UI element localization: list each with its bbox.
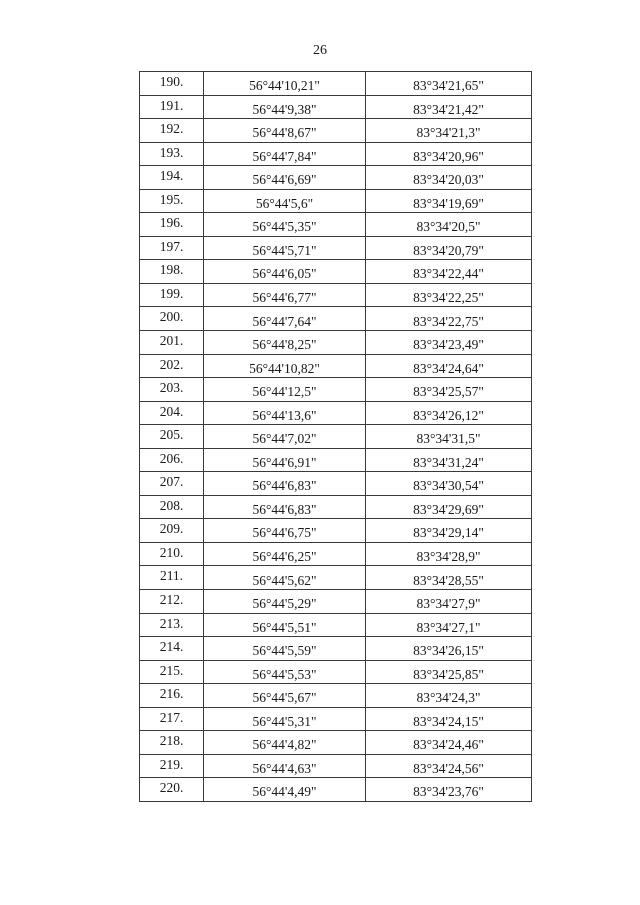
latitude-cell: 56°44'6,25" [204, 542, 366, 566]
table-row [140, 707, 532, 731]
point-number-cell: 213. [140, 613, 204, 637]
longitude-cell: 83°34'28,55" [366, 566, 532, 590]
table-row [140, 378, 532, 402]
latitude-cell: 56°44'10,21" [204, 72, 366, 96]
table-row [140, 542, 532, 566]
longitude-cell: 83°34'20,5" [366, 213, 532, 237]
longitude-cell: 83°34'20,79" [366, 236, 532, 260]
latitude-cell: 56°44'5,71" [204, 236, 366, 260]
latitude-cell: 56°44'4,49" [204, 778, 366, 802]
point-number-cell: 191. [140, 95, 204, 119]
point-number-cell: 199. [140, 283, 204, 307]
table-row [140, 72, 532, 96]
coordinates-table-body [140, 72, 532, 802]
latitude-cell: 56°44'9,38" [204, 95, 366, 119]
latitude-cell: 56°44'6,91" [204, 448, 366, 472]
point-number-cell: 216. [140, 684, 204, 708]
table-row [140, 260, 532, 284]
latitude-cell: 56°44'8,25" [204, 331, 366, 355]
longitude-cell: 83°34'31,24" [366, 448, 532, 472]
table-row [140, 283, 532, 307]
point-number-cell: 193. [140, 142, 204, 166]
latitude-cell: 56°44'12,5" [204, 378, 366, 402]
point-number-cell: 194. [140, 166, 204, 190]
longitude-cell: 83°34'26,15" [366, 637, 532, 661]
latitude-cell: 56°44'5,53" [204, 660, 366, 684]
point-number-cell: 202. [140, 354, 204, 378]
point-number-cell: 208. [140, 495, 204, 519]
longitude-cell: 83°34'24,15" [366, 707, 532, 731]
latitude-cell: 56°44'5,35" [204, 213, 366, 237]
latitude-cell: 56°44'5,51" [204, 613, 366, 637]
latitude-cell: 56°44'13,6" [204, 401, 366, 425]
point-number-cell: 195. [140, 189, 204, 213]
latitude-cell: 56°44'6,05" [204, 260, 366, 284]
longitude-cell: 83°34'23,76" [366, 778, 532, 802]
latitude-cell: 56°44'7,64" [204, 307, 366, 331]
longitude-cell: 83°34'29,14" [366, 519, 532, 543]
point-number-cell: 196. [140, 213, 204, 237]
longitude-cell: 83°34'25,57" [366, 378, 532, 402]
table-row [140, 95, 532, 119]
latitude-cell: 56°44'5,59" [204, 637, 366, 661]
point-number-cell: 205. [140, 425, 204, 449]
point-number-cell: 217. [140, 707, 204, 731]
table-row [140, 590, 532, 614]
longitude-cell: 83°34'30,54" [366, 472, 532, 496]
longitude-cell: 83°34'21,42" [366, 95, 532, 119]
latitude-cell: 56°44'5,29" [204, 590, 366, 614]
longitude-cell: 83°34'28,9" [366, 542, 532, 566]
point-number-cell: 201. [140, 331, 204, 355]
table-row [140, 684, 532, 708]
table-row [140, 519, 532, 543]
table-row [140, 401, 532, 425]
latitude-cell: 56°44'4,63" [204, 754, 366, 778]
longitude-cell: 83°34'29,69" [366, 495, 532, 519]
point-number-cell: 211. [140, 566, 204, 590]
point-number-cell: 218. [140, 731, 204, 755]
longitude-cell: 83°34'23,49" [366, 331, 532, 355]
longitude-cell: 83°34'27,9" [366, 590, 532, 614]
point-number-cell: 214. [140, 637, 204, 661]
point-number-cell: 200. [140, 307, 204, 331]
point-number-cell: 192. [140, 119, 204, 143]
point-number-cell: 190. [140, 72, 204, 96]
longitude-cell: 83°34'31,5" [366, 425, 532, 449]
table-row [140, 448, 532, 472]
table-row [140, 495, 532, 519]
table-row [140, 119, 532, 143]
point-number-cell: 212. [140, 590, 204, 614]
longitude-cell: 83°34'20,96" [366, 142, 532, 166]
longitude-cell: 83°34'26,12" [366, 401, 532, 425]
table-row [140, 307, 532, 331]
latitude-cell: 56°44'5,31" [204, 707, 366, 731]
point-number-cell: 206. [140, 448, 204, 472]
table-row [140, 731, 532, 755]
latitude-cell: 56°44'5,62" [204, 566, 366, 590]
latitude-cell: 56°44'4,82" [204, 731, 366, 755]
table-row [140, 566, 532, 590]
longitude-cell: 83°34'27,1" [366, 613, 532, 637]
latitude-cell: 56°44'6,69" [204, 166, 366, 190]
latitude-cell: 56°44'6,75" [204, 519, 366, 543]
coordinates-table [139, 71, 532, 802]
point-number-cell: 209. [140, 519, 204, 543]
table-row [140, 472, 532, 496]
latitude-cell: 56°44'6,77" [204, 283, 366, 307]
longitude-cell: 83°34'22,75" [366, 307, 532, 331]
table-row [140, 331, 532, 355]
point-number-cell: 220. [140, 778, 204, 802]
longitude-cell: 83°34'21,65" [366, 72, 532, 96]
table-row [140, 637, 532, 661]
point-number-cell: 198. [140, 260, 204, 284]
longitude-cell: 83°34'25,85" [366, 660, 532, 684]
table-row [140, 189, 532, 213]
point-number-cell: 197. [140, 236, 204, 260]
table-row [140, 354, 532, 378]
latitude-cell: 56°44'6,83" [204, 472, 366, 496]
table-row [140, 425, 532, 449]
longitude-cell: 83°34'24,56" [366, 754, 532, 778]
longitude-cell: 83°34'22,25" [366, 283, 532, 307]
latitude-cell: 56°44'10,82" [204, 354, 366, 378]
point-number-cell: 204. [140, 401, 204, 425]
point-number-cell: 219. [140, 754, 204, 778]
point-number-cell: 203. [140, 378, 204, 402]
table-row [140, 213, 532, 237]
table-row [140, 166, 532, 190]
longitude-cell: 83°34'24,46" [366, 731, 532, 755]
table-row [140, 778, 532, 802]
longitude-cell: 83°34'22,44" [366, 260, 532, 284]
longitude-cell: 83°34'20,03" [366, 166, 532, 190]
table-row [140, 236, 532, 260]
latitude-cell: 56°44'5,67" [204, 684, 366, 708]
longitude-cell: 83°34'21,3" [366, 119, 532, 143]
latitude-cell: 56°44'8,67" [204, 119, 366, 143]
latitude-cell: 56°44'6,83" [204, 495, 366, 519]
latitude-cell: 56°44'7,02" [204, 425, 366, 449]
table-row [140, 142, 532, 166]
table-row [140, 754, 532, 778]
page-number: 26 [313, 43, 327, 58]
point-number-cell: 215. [140, 660, 204, 684]
latitude-cell: 56°44'7,84" [204, 142, 366, 166]
longitude-cell: 83°34'19,69" [366, 189, 532, 213]
table-row [140, 613, 532, 637]
longitude-cell: 83°34'24,3" [366, 684, 532, 708]
latitude-cell: 56°44'5,6" [204, 189, 366, 213]
longitude-cell: 83°34'24,64" [366, 354, 532, 378]
point-number-cell: 207. [140, 472, 204, 496]
table-row [140, 660, 532, 684]
point-number-cell: 210. [140, 542, 204, 566]
